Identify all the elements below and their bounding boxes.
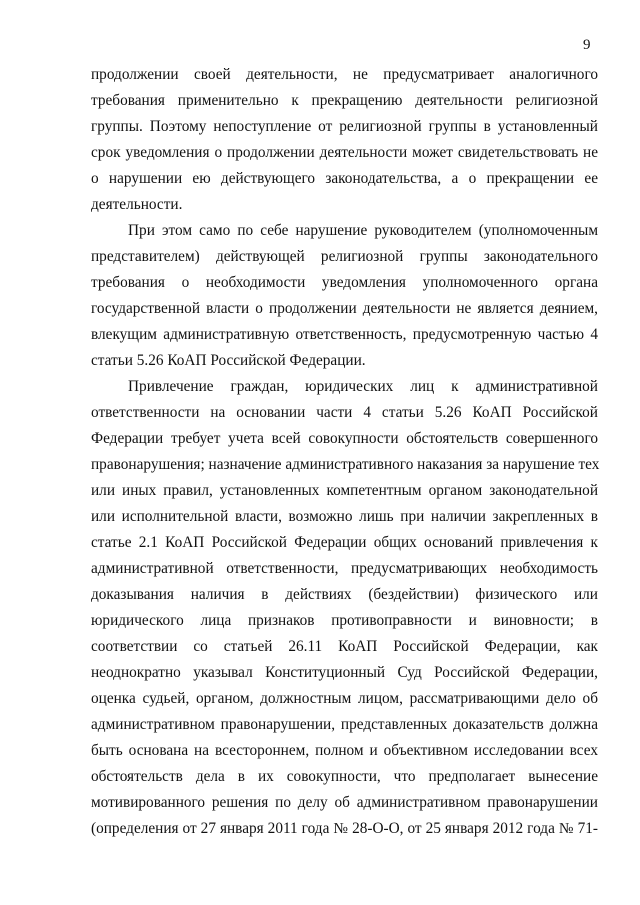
text-line: группы. Поэтому непоступление от религиозной группы в установленный xyxy=(91,118,598,135)
text-line: обстоятельств дела в их совокупности, что предполагает вынесение xyxy=(91,768,598,785)
text-line: требования о необходимости уведомления уполномоченного органа xyxy=(91,274,598,291)
document-body xyxy=(91,62,598,842)
text-line: ответственности на основании части 4 статьи 5.26 КоАП Российской xyxy=(91,404,598,421)
paragraph xyxy=(91,218,598,374)
text-line: оценка судьей, органом, должностным лицом, рассматривающими дело об xyxy=(91,690,598,707)
text-line: требования применительно к прекращению деятельности религиозной xyxy=(91,92,598,109)
text-line: доказывания наличия в действиях (бездействии) физического или xyxy=(91,586,598,603)
text-line: деятельности. xyxy=(91,196,183,213)
paragraph xyxy=(91,62,598,218)
text-line: При этом само по себе нарушение руководителем (уполномоченным xyxy=(128,222,598,239)
page-number: 9 xyxy=(583,37,591,53)
text-line: административном правонарушении, представленных доказательств должна xyxy=(91,716,598,733)
text-line: административной ответственности, предусматривающих необходимость xyxy=(91,560,598,577)
text-line: влекущим административную ответственность, предусмотренную частью 4 xyxy=(91,326,598,343)
text-line: юридического лица признаков противоправности и виновности; в xyxy=(91,612,598,629)
text-line: правонарушения; назначение административного наказания за нарушение тех xyxy=(91,456,600,473)
text-line: или исполнительной власти, возможно лишь при наличии закрепленных в xyxy=(91,508,598,525)
text-line: быть основана на всестороннем, полном и объективном исследовании всех xyxy=(91,742,598,759)
text-line: статьи 5.26 КоАП Российской Федерации. xyxy=(91,352,366,369)
paragraph xyxy=(91,374,598,842)
text-line: или иных правил, установленных компетентным органом законодательной xyxy=(91,482,598,499)
text-line: статье 2.1 КоАП Российской Федерации общих оснований привлечения к xyxy=(91,534,598,551)
text-line: продолжении своей деятельности, не предусматривает аналогичного xyxy=(91,66,598,83)
text-line: Федерации требует учета всей совокупности обстоятельств совершенного xyxy=(91,430,598,447)
text-line: Привлечение граждан, юридических лиц к административной xyxy=(128,378,598,395)
text-line: мотивированного решения по делу об административном правонарушении xyxy=(91,794,598,811)
text-line: соответствии со статьей 26.11 КоАП Российской Федерации, как xyxy=(91,638,598,655)
text-line: представителем) действующей религиозной группы законодательного xyxy=(91,248,598,265)
text-line: о нарушении ею действующего законодательства, а о прекращении ее xyxy=(91,170,598,187)
text-line: государственной власти о продолжении деятельности не является деянием, xyxy=(91,300,598,317)
text-line: неоднократно указывал Конституционный Суд Российской Федерации, xyxy=(91,664,598,681)
text-line: (определения от 27 января 2011 года № 28-О-О, от 25 января 2012 года № 71- xyxy=(91,820,598,837)
text-line: срок уведомления о продолжении деятельности может свидетельствовать не xyxy=(91,144,598,161)
